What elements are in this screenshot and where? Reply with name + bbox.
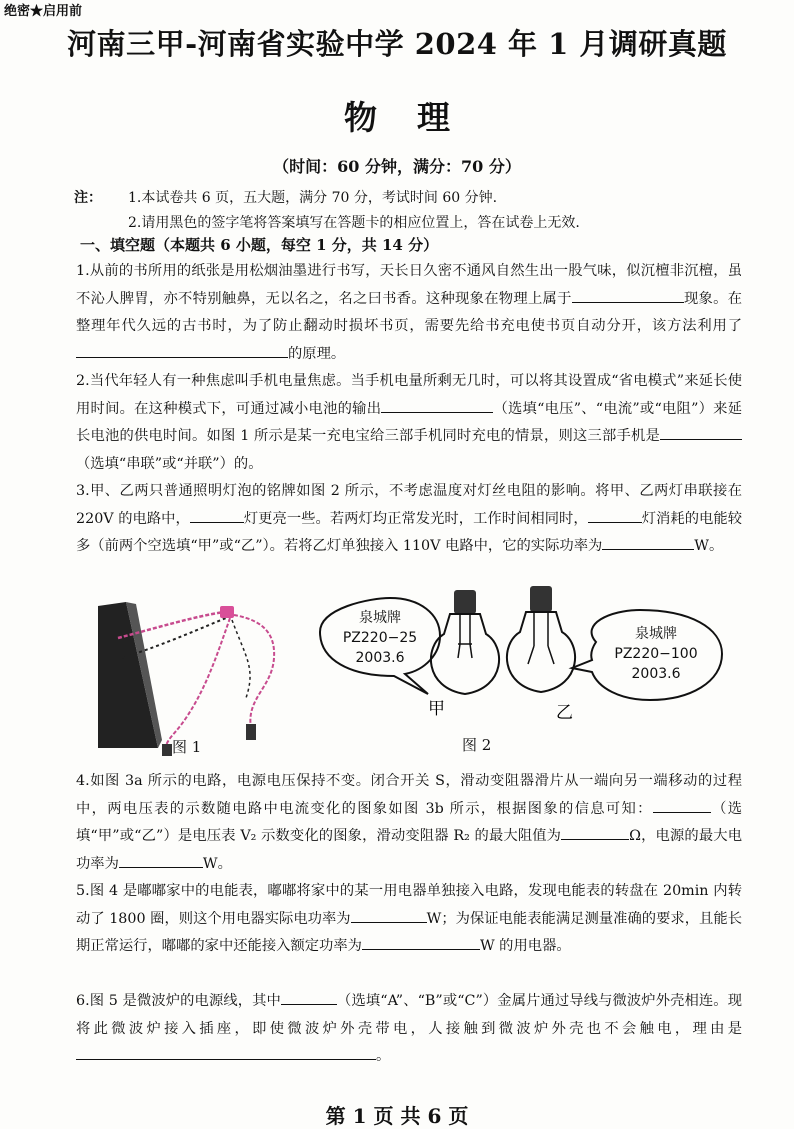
section-heading: 一、填空题（本题共 6 小题，每空 1 分，共 14 分） <box>80 236 439 254</box>
bulb-b-label: 乙 <box>556 703 573 723</box>
question-text: 4.如图 3a 所示的电路，电源电压保持不变。闭合开关 S，滑动变阻器滑片从一端向另一端移动的过程中，两电压表的示数随电路中电流变化的图象如图 3b 所示，根据图象的信息可知： <box>76 773 742 817</box>
question-text: 3.甲、乙两只普通照明灯泡的铭牌如图 2 所示，不考虑温度对灯丝电阻的影响。将甲、乙两灯串联接在 220V 的电路中， <box>76 483 742 527</box>
question-text: 。 <box>376 1048 391 1064</box>
bulb-b-model: PZ220−100 <box>614 646 698 662</box>
answer-blank[interactable] <box>653 798 711 813</box>
question-text: 6.图 5 是微波炉的电源线，其中 <box>76 993 281 1009</box>
note-item: 2.请用黑色的签字笔将答案填写在答题卡的相应位置上，答在试卷上无效. <box>128 215 580 231</box>
bulb-b-date: 2003.6 <box>631 666 681 682</box>
answer-blank[interactable] <box>281 990 337 1005</box>
figure-1-power-bank <box>96 598 286 758</box>
answer-blank[interactable] <box>351 908 427 923</box>
question-4 <box>76 768 742 878</box>
bulb-a-model: PZ220−25 <box>342 630 418 646</box>
cable-plug <box>162 744 172 756</box>
exam-time: （时间：60 分钟，满分：70 分） <box>273 157 521 176</box>
cable-plug <box>246 724 256 740</box>
figure-2-caption: 图 2 <box>462 736 492 754</box>
bulb-a-date: 2003.6 <box>355 650 405 666</box>
note-item: 1.本试卷共 6 页，五大题，满分 70 分，考试时间 60 分钟. <box>128 190 498 206</box>
answer-blank[interactable] <box>76 1045 376 1060</box>
bulb-b <box>507 586 575 692</box>
bulb-a-label: 甲 <box>428 699 445 719</box>
answer-blank[interactable] <box>561 825 629 840</box>
answer-blank[interactable] <box>76 343 288 358</box>
question-text: W。 <box>694 538 724 554</box>
exam-notes <box>74 186 774 236</box>
question-1 <box>76 258 742 368</box>
question-text: W；为保证电能表能满足测量准确的要求，且能长期正常运行，嘟嘟的家中还能接入额定功率为 <box>76 910 742 954</box>
question-5 <box>76 878 742 961</box>
answer-blank[interactable] <box>381 398 493 413</box>
question-text: 灯消耗的电能较多（前两个空选填“甲”或“乙”）。若将乙灯单独接入 110V 电路中，它的实际功率为 <box>76 510 742 554</box>
bulb-b-brand: 泉城牌 <box>635 626 677 642</box>
answer-blank[interactable] <box>572 288 684 303</box>
question-3 <box>76 478 742 561</box>
figure-1-caption: 图 1 <box>172 738 202 756</box>
charging-cable <box>166 618 230 746</box>
answer-blank[interactable] <box>119 853 203 868</box>
question-text: Ω，电源的最大电功率为 <box>76 828 742 872</box>
question-text: （选填“A”、“B”或“C”）金属片通过导线与微波炉外壳相连。现将此微波炉接入插座，即使微波炉外壳带电，人接触到微波炉外壳也不会触电，理由是 <box>76 993 742 1037</box>
answer-blank[interactable] <box>588 508 642 523</box>
charging-cable <box>232 620 250 698</box>
question-text: 现象。在整理年代久远的古书时，为了防止翻动时损坏书页，需要先给书充电使书页自动分开，该方法利用了 <box>76 290 743 334</box>
figure-2-bulbs <box>310 584 730 724</box>
answer-blank[interactable] <box>660 425 742 440</box>
cable-connector <box>220 606 234 618</box>
notes-label: 注： <box>74 190 102 206</box>
question-text: （选填“串联”或“并联”）的。 <box>76 455 263 472</box>
subject-title: 物理 <box>344 98 490 137</box>
bulb-a <box>431 590 499 694</box>
question-text: （选填“电压”、“电流”或“电阻”）来延长电池的供电时间。如图 1 所示是某一充电宝给三部手机同时充电的情景，则这三部手机是 <box>76 400 742 444</box>
answer-blank[interactable] <box>190 508 244 523</box>
question-text: W。 <box>202 855 232 872</box>
question-text: 的原理。 <box>288 345 346 362</box>
bulb-a-brand: 泉城牌 <box>359 610 401 626</box>
exam-title: 河南三甲-河南省实验中学 2024 年 1 月调研真题 <box>67 27 727 61</box>
question-text: 灯更亮一些。若两灯均正常发光时，工作时间相同时， <box>243 510 588 527</box>
question-text: 2.当代年轻人有一种焦虑叫手机电量焦虑。当手机电量所剩无几时，可以将其设置成“省电模式”来延长使用时间。在这种模式下，可通过减小电池的输出 <box>76 373 742 417</box>
question-2 <box>76 368 742 478</box>
confidential-mark: 绝密★启用前 <box>4 4 83 19</box>
question-6 <box>76 988 742 1071</box>
page-footer: 第 1 页 共 6 页 <box>325 1104 469 1128</box>
answer-blank[interactable] <box>362 935 480 950</box>
question-text: W 的用电器。 <box>479 938 571 954</box>
question-text: 1.从前的书所用的纸张是用松烟油墨进行书写，天长日久密不通风自然生出一股气味，似沉檀非沉檀，虽不沁人脾胃，亦不特别触鼻，无以名之，名之曰书香。这种现象在物理上属于 <box>76 263 742 307</box>
question-text: （选填“甲”或“乙”）是电压表 V₂ 示数变化的图象，滑动变阻器 R₂ 的最大阻值为 <box>76 800 742 844</box>
question-text: 5.图 4 是嘟嘟家中的电能表，嘟嘟将家中的某一用电器单独接入电路，发现电能表的转盘在 20min 内转动了 1800 圈，则这个用电器实际电功率为 <box>76 883 742 927</box>
answer-blank[interactable] <box>602 535 694 550</box>
charging-cable <box>228 614 274 728</box>
